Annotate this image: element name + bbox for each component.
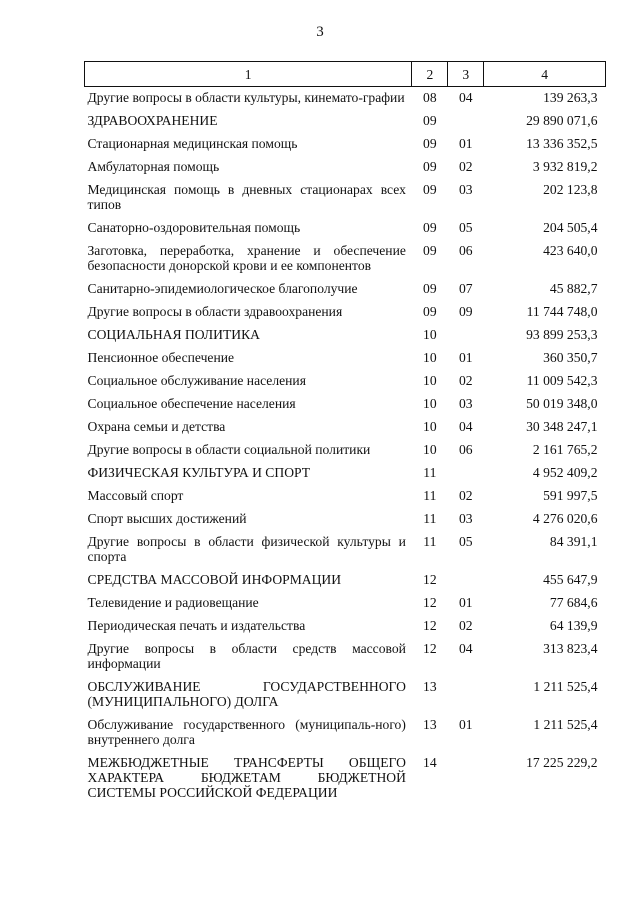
row-amount: 1 211 525,4 bbox=[533, 679, 598, 694]
row-amount: 11 009 542,3 bbox=[526, 373, 598, 388]
row-name: Медицинская помощь в дневных стационарах всех типов bbox=[87, 182, 406, 212]
row-section: 11 bbox=[423, 534, 437, 549]
table-row bbox=[85, 347, 606, 370]
table-row bbox=[85, 592, 606, 615]
table-row bbox=[85, 87, 606, 111]
table-header-row bbox=[85, 62, 606, 87]
header-cell-amount: 4 bbox=[484, 62, 606, 87]
row-subsection: 01 bbox=[458, 595, 473, 610]
row-name: Санитарно-эпидемиологическое благополучие bbox=[87, 281, 358, 296]
row-name: Заготовка, переработка, хранение и обеспечение безопасности донорской крови и ее компонентов bbox=[87, 243, 406, 273]
table-row bbox=[85, 508, 606, 531]
row-name: Периодическая печать и издательства bbox=[87, 618, 306, 633]
row-amount: 93 899 253,3 bbox=[526, 327, 598, 342]
row-name: Спорт высших достижений bbox=[87, 511, 247, 526]
row-section: 12 bbox=[423, 641, 437, 656]
table-row bbox=[85, 676, 606, 714]
table-row bbox=[85, 370, 606, 393]
budget-table bbox=[84, 61, 606, 805]
row-amount: 4 952 409,2 bbox=[532, 465, 598, 480]
row-name: Пенсионное обеспечение bbox=[87, 350, 235, 365]
row-amount: 50 019 348,0 bbox=[526, 396, 598, 411]
row-subsection bbox=[448, 752, 484, 805]
row-subsection: 01 bbox=[458, 136, 473, 151]
table-row bbox=[85, 179, 606, 217]
row-section: 14 bbox=[423, 755, 437, 770]
row-name: СОЦИАЛЬНАЯ ПОЛИТИКА bbox=[87, 327, 260, 342]
table-row bbox=[85, 278, 606, 301]
table-row bbox=[85, 301, 606, 324]
table-row bbox=[85, 569, 606, 592]
table-row bbox=[85, 714, 606, 752]
row-section: 09 bbox=[423, 136, 437, 151]
row-subsection: 04 bbox=[458, 641, 473, 656]
row-section: 09 bbox=[423, 113, 437, 128]
row-section: 13 bbox=[423, 679, 437, 694]
row-section: 09 bbox=[423, 220, 437, 235]
row-section: 12 bbox=[423, 595, 437, 610]
row-amount: 30 348 247,1 bbox=[526, 419, 598, 434]
table-row bbox=[85, 752, 606, 805]
row-name: Другие вопросы в области средств массовой информации bbox=[87, 641, 406, 671]
row-amount: 17 225 229,2 bbox=[526, 755, 598, 770]
row-section: 10 bbox=[423, 442, 437, 457]
table-row bbox=[85, 110, 606, 133]
row-name: ЗДРАВООХРАНЕНИЕ bbox=[87, 113, 218, 128]
header-cell-subsection: 3 bbox=[448, 62, 484, 87]
row-section: 09 bbox=[423, 281, 437, 296]
row-name: Другие вопросы в области здравоохранения bbox=[87, 304, 343, 319]
row-subsection: 06 bbox=[458, 442, 473, 457]
row-subsection: 02 bbox=[458, 488, 473, 503]
row-subsection: 02 bbox=[458, 373, 473, 388]
row-amount: 4 276 020,6 bbox=[532, 511, 598, 526]
row-name: Стационарная медицинская помощь bbox=[87, 136, 298, 151]
row-name: ФИЗИЧЕСКАЯ КУЛЬТУРА И СПОРТ bbox=[87, 465, 311, 480]
row-subsection: 02 bbox=[458, 618, 473, 633]
row-amount: 13 336 352,5 bbox=[526, 136, 598, 151]
row-amount: 591 997,5 bbox=[543, 488, 598, 503]
row-section: 12 bbox=[423, 618, 437, 633]
row-name: Социальное обеспечение населения bbox=[87, 396, 296, 411]
row-amount: 202 123,8 bbox=[543, 182, 598, 197]
table-row bbox=[85, 416, 606, 439]
row-subsection bbox=[448, 324, 484, 347]
row-section: 11 bbox=[423, 488, 437, 503]
row-subsection: 07 bbox=[458, 281, 473, 296]
row-amount: 2 161 765,2 bbox=[532, 442, 598, 457]
row-section: 13 bbox=[423, 717, 437, 732]
row-amount: 313 823,4 bbox=[543, 641, 598, 656]
row-section: 09 bbox=[423, 304, 437, 319]
row-amount: 84 391,1 bbox=[549, 534, 598, 549]
row-section: 09 bbox=[423, 159, 437, 174]
row-section: 10 bbox=[423, 327, 437, 342]
table-row bbox=[85, 439, 606, 462]
row-name: Охрана семьи и детства bbox=[87, 419, 226, 434]
row-section: 10 bbox=[423, 373, 437, 388]
row-subsection bbox=[448, 110, 484, 133]
row-name: Массовый спорт bbox=[87, 488, 184, 503]
page-number: 3 bbox=[316, 24, 324, 40]
header-cell-section: 2 bbox=[412, 62, 448, 87]
table-row bbox=[85, 462, 606, 485]
table-row bbox=[85, 393, 606, 416]
row-amount: 64 139,9 bbox=[549, 618, 598, 633]
header-cell-name: 1 bbox=[85, 62, 412, 87]
row-subsection: 03 bbox=[458, 396, 473, 411]
row-amount: 360 350,7 bbox=[543, 350, 598, 365]
row-section: 10 bbox=[423, 396, 437, 411]
row-amount: 29 890 071,6 bbox=[526, 113, 598, 128]
row-name: Санаторно-оздоровительная помощь bbox=[87, 220, 301, 235]
row-subsection bbox=[448, 676, 484, 714]
row-subsection bbox=[448, 462, 484, 485]
table-row bbox=[85, 531, 606, 569]
row-name: МЕЖБЮДЖЕТНЫЕ ТРАНСФЕРТЫ ОБЩЕГО ХАРАКТЕРА БЮДЖЕТАМ БЮДЖЕТНОЙ СИСТЕМЫ РОССИЙСКОЙ ФЕДЕРАЦИИ bbox=[87, 755, 406, 800]
table-row bbox=[85, 615, 606, 638]
table-row bbox=[85, 485, 606, 508]
row-section: 09 bbox=[423, 182, 437, 197]
table-row bbox=[85, 156, 606, 179]
table-row bbox=[85, 240, 606, 278]
row-amount: 139 263,3 bbox=[543, 90, 598, 105]
table-row bbox=[85, 217, 606, 240]
row-amount: 1 211 525,4 bbox=[533, 717, 598, 732]
row-amount: 3 932 819,2 bbox=[532, 159, 598, 174]
budget-table-body bbox=[85, 62, 606, 806]
table-row bbox=[85, 133, 606, 156]
row-name: Другие вопросы в области социальной политики bbox=[87, 442, 371, 457]
row-subsection: 04 bbox=[458, 419, 473, 434]
row-subsection: 05 bbox=[458, 220, 473, 235]
row-amount: 455 647,9 bbox=[543, 572, 598, 587]
row-name: Социальное обслуживание населения bbox=[87, 373, 306, 388]
row-name: Другие вопросы в области физической культуры и спорта bbox=[87, 534, 406, 564]
row-section: 10 bbox=[423, 350, 437, 365]
row-section: 09 bbox=[423, 243, 437, 258]
row-section: 10 bbox=[423, 419, 437, 434]
row-section: 08 bbox=[423, 90, 437, 105]
row-subsection: 01 bbox=[458, 350, 473, 365]
table-row bbox=[85, 324, 606, 347]
row-section: 11 bbox=[423, 511, 437, 526]
row-subsection: 01 bbox=[458, 717, 473, 732]
row-subsection bbox=[448, 569, 484, 592]
row-amount: 11 744 748,0 bbox=[526, 304, 598, 319]
row-section: 12 bbox=[423, 572, 437, 587]
row-subsection: 04 bbox=[458, 90, 473, 105]
row-name: СРЕДСТВА МАССОВОЙ ИНФОРМАЦИИ bbox=[87, 572, 342, 587]
row-amount: 77 684,6 bbox=[549, 595, 598, 610]
row-name: ОБСЛУЖИВАНИЕ ГОСУДАРСТВЕННОГО (МУНИЦИПАЛЬНОГО) ДОЛГА bbox=[87, 679, 406, 709]
row-section: 11 bbox=[423, 465, 437, 480]
row-subsection: 09 bbox=[458, 304, 473, 319]
row-name: Другие вопросы в области культуры, кинемато-графии bbox=[87, 90, 405, 105]
table-row bbox=[85, 638, 606, 676]
row-subsection: 02 bbox=[458, 159, 473, 174]
row-subsection: 03 bbox=[458, 182, 473, 197]
row-amount: 204 505,4 bbox=[543, 220, 598, 235]
row-subsection: 03 bbox=[458, 511, 473, 526]
row-name: Амбулаторная помощь bbox=[87, 159, 220, 174]
row-subsection: 05 bbox=[458, 534, 473, 549]
row-subsection: 06 bbox=[458, 243, 473, 258]
row-amount: 423 640,0 bbox=[543, 243, 598, 258]
row-name: Обслуживание государственного (муниципаль-ного) внутреннего долга bbox=[87, 717, 406, 747]
row-name: Телевидение и радиовещание bbox=[87, 595, 259, 610]
row-amount: 45 882,7 bbox=[549, 281, 598, 296]
